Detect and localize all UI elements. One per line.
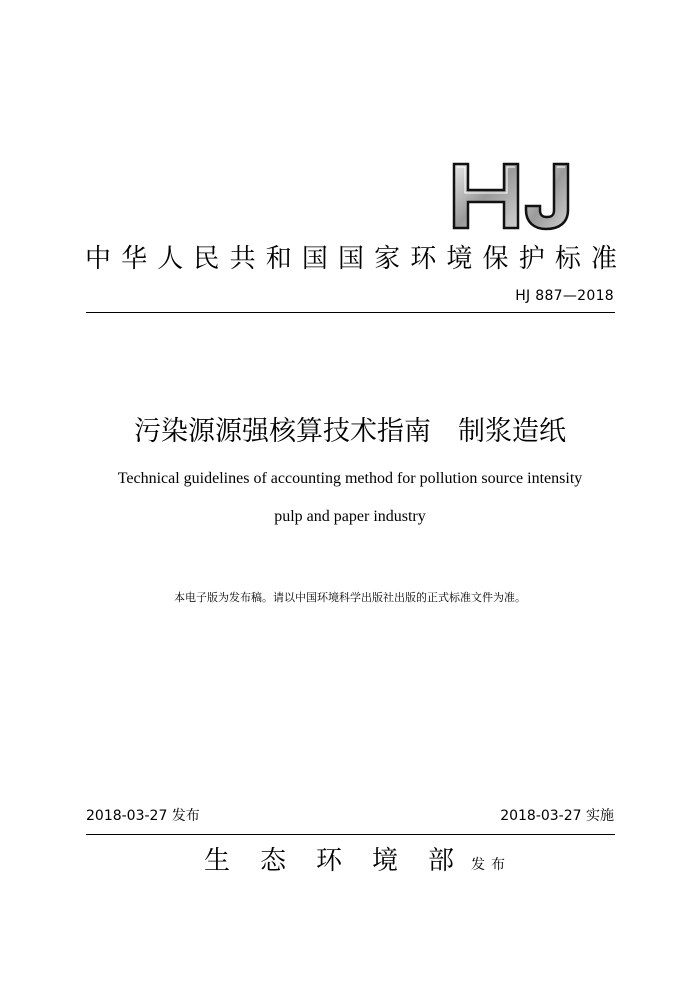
english-title-line2: pulp and paper industry	[274, 508, 426, 525]
org-title-char: 国	[337, 244, 364, 274]
english-title-line1: Technical guidelines of accounting method for pollution source intensity	[117, 470, 583, 487]
org-title-char: 保	[482, 244, 509, 274]
standard-number: HJ 887—2018	[515, 288, 614, 304]
issuer-suffix: 发布	[471, 857, 511, 873]
issuer-name-char: 境	[371, 846, 398, 876]
org-title-char: 共	[229, 244, 256, 274]
electronic-version-notice: 本电子版为发布稿。请以中国环境科学出版社出版的正式标准文件为准。	[174, 591, 526, 604]
org-title-char: 民	[193, 244, 220, 274]
org-title-char: 护	[518, 244, 545, 274]
logo-letter-h	[454, 164, 518, 228]
chinese-title: 污染源源强核算技术指南 制浆造纸	[134, 416, 566, 447]
org-title-char: 和	[265, 244, 292, 274]
issuer-name-char: 部	[427, 846, 454, 876]
header-divider	[86, 312, 615, 313]
issuing-authority	[0, 843, 700, 883]
org-title-char: 华	[121, 244, 148, 274]
issue-date: 2018-03-27 发布	[86, 808, 200, 824]
issuer-name-char: 态	[259, 846, 286, 876]
org-title-char: 标	[554, 244, 581, 274]
hj-logo-graphic	[448, 160, 578, 232]
issuer-name	[189, 843, 469, 879]
hj-logo	[448, 160, 578, 232]
org-title-char: 中	[85, 244, 112, 274]
issuer-name-char: 生	[203, 846, 230, 876]
org-title-char: 准	[590, 244, 617, 274]
org-title-char: 人	[157, 244, 184, 274]
org-title-char: 国	[301, 244, 328, 274]
footer-divider	[86, 834, 615, 835]
issuer-name-char: 环	[315, 846, 342, 876]
org-title-char: 家	[374, 244, 401, 274]
issuing-standard-type-title	[85, 242, 617, 276]
org-title-char: 境	[446, 244, 473, 274]
org-title-char: 环	[410, 244, 437, 274]
logo-letter-j	[526, 164, 568, 229]
effective-date: 2018-03-27 实施	[500, 808, 614, 824]
